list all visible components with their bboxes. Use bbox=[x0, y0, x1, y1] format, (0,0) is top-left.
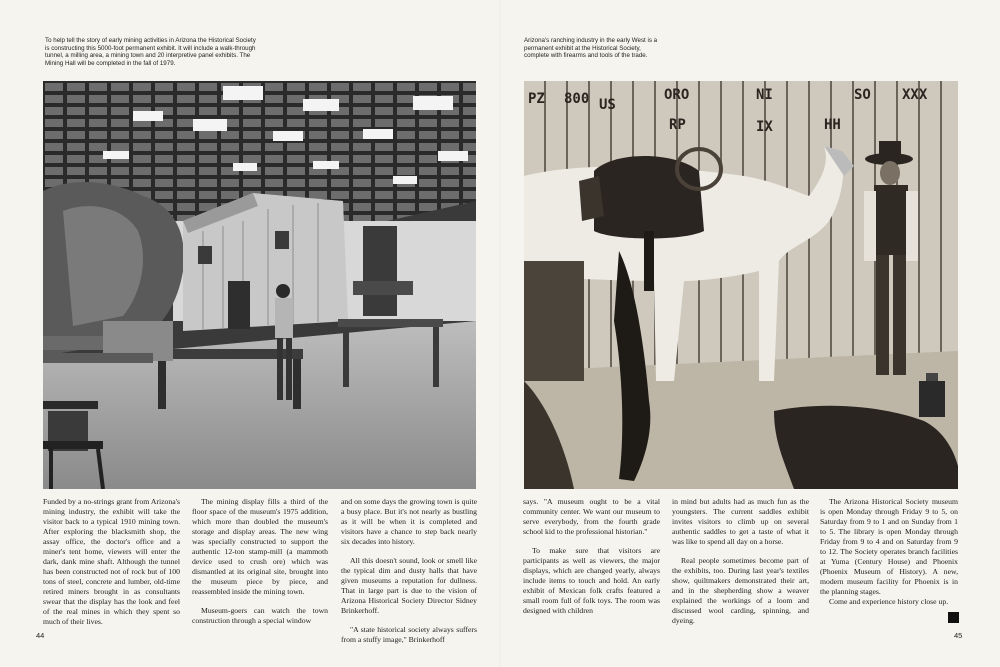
paragraph: To make sure that visitors are participants as well as viewers, the major displays, which are changed yearly, always include items to touch and hold. An early exhibit of Mexican folk crafts featured a small room full of folk toys. The room was designed with children bbox=[523, 546, 660, 615]
paragraph: Real people sometimes become part of the exhibits, too. During last year's textiles show, quiltmakers demonstrated their art, and in the shepherding show a weaver explained the workings of a loom and discussed wool carding, spinning, and dyeing. bbox=[672, 556, 809, 625]
brand-sign: IX bbox=[756, 119, 773, 135]
page-gutter bbox=[499, 0, 501, 667]
paragraph: in mind but adults had as much fun as the youngsters. The current saddles exhibit invites visitors to climb up on several authentic saddles to get a taste of what it was like to spend all day on a horse. bbox=[672, 497, 809, 546]
museum-hours-paragraph: The Arizona Historical Society museum is open Monday through Friday 9 to 5, on Saturday from 9 to 1 and on Sunday from 1 to 5. The library is open Monday through Friday from 9 to 4 and on Saturday from 9 to 12. The Society operates branch facilities at Yuma (Century House) and Phoenix (Phoenix Museum of History). A new, modern museum facility for Phoenix is in the planning stages. bbox=[820, 497, 958, 596]
article-column-5 bbox=[672, 497, 809, 626]
article-column-4 bbox=[523, 497, 660, 616]
article-column-6 bbox=[820, 497, 958, 607]
paragraph: "A state historical society always suffers from a stuffy image," Brinkerhoff bbox=[341, 625, 477, 644]
paragraph: Funded by a no-strings grant from Arizona's mining industry, the exhibit will take the visitor back to a typical 1910 mining town. After exploring the blacksmith shop, the assay office, the doctor's office and a miner's tent home, viewers will enter the dark, dank mine shaft. Although the tunnel has been constructed not of rock but of 100 tons of steel, concrete and lumber, old-time retired miners brought in as consultants swear that the display has the look and feel of the real mines in which they spent so much of their lives. bbox=[43, 497, 180, 626]
paragraph: and on some days the growing town is quite a busy place. But it's not nearly as bustling as it will be when it is completed and visitors have a chance to step back nearly six decades into history. bbox=[341, 497, 477, 546]
photo-caption-left: To help tell the story of early mining activities in Arizona the Historical Society is constructing this 5000-foot permanent exhibit. It will include a walk-through tunnel, a milling area, a mining town and 20 interpretive panel exhibits. The Mining Hall will be completed in the fall of 1979. bbox=[45, 37, 256, 67]
article-column-3 bbox=[341, 497, 477, 645]
brand-sign: RP bbox=[669, 117, 686, 133]
paragraph: says. "A museum ought to be a vital community center. We want our museum to serve everybody, from the fourth grade school kid to the professional historian." bbox=[523, 497, 660, 536]
article-column-2 bbox=[192, 497, 328, 626]
ranching-exhibit-photo bbox=[524, 81, 958, 489]
paragraph: The mining display fills a third of the floor space of the museum's 1975 addition, which more than doubled the museum's storage and display areas. The new wing was specially constructed to support the authentic 12-ton stamp-mill (a mammoth device used to crush ore) which was dismantled at its original site, brought into the museum piece by piece, and reassembled inside the mining town. bbox=[192, 497, 328, 596]
brand-sign: NI bbox=[756, 87, 773, 103]
article-column-1 bbox=[43, 497, 180, 627]
brand-sign: HH bbox=[824, 117, 841, 133]
brand-sign: XXX bbox=[902, 87, 928, 103]
brand-sign: SO bbox=[854, 87, 871, 103]
paragraph: Museum-goers can watch the town construction through a special window bbox=[192, 606, 328, 625]
end-mark-icon bbox=[948, 612, 959, 623]
page-number-right: 45 bbox=[954, 631, 963, 640]
brand-sign: US bbox=[599, 97, 616, 113]
brand-sign: ORO bbox=[664, 87, 690, 103]
page-number-left: 44 bbox=[36, 631, 45, 640]
closing-line: Come and experience history close up. bbox=[829, 597, 949, 606]
photo-caption-right: Arizona's ranching industry in the early West is a permanent exhibit at the Historical Society, complete with firearms and tools of the trade. bbox=[524, 37, 658, 60]
mining-exhibit-photo bbox=[43, 81, 476, 489]
paragraph: All this doesn't sound, look or smell like the typical dim and dusty halls that have given museums a reputation for dullness. That in large part is due to the vision of Arizona Historical Society Director Sidney Brinkerhoff. bbox=[341, 556, 477, 615]
brand-sign: PZ bbox=[528, 91, 545, 107]
brand-sign: 800 bbox=[564, 91, 590, 107]
